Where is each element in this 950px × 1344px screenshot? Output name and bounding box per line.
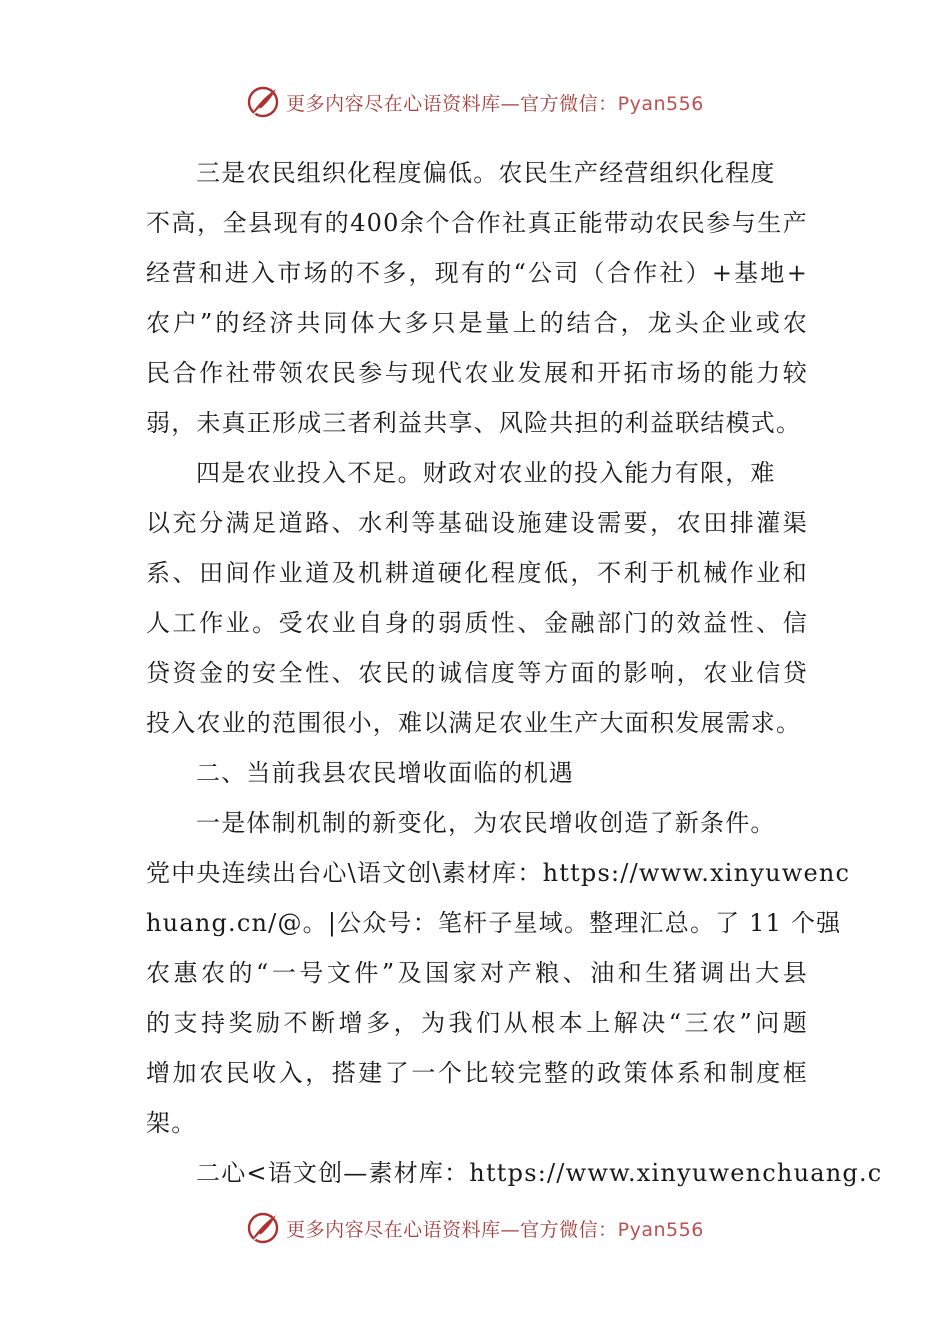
body-line: 架。 [146, 1109, 197, 1137]
document-body [146, 148, 883, 1198]
body-line: 增加农民收入，搭建了一个比较完整的政策体系和制度框 [146, 1059, 808, 1087]
body-line: 一是体制机制的新变化，为农民增收创造了新条件。 [196, 809, 776, 837]
body-line: 人工作业。受农业自身的弱质性、金融部门的效益性、信 [146, 609, 808, 637]
body-line: 党中央连续出台心\语文创\素材库：https://www.xinyuwenc [146, 859, 851, 887]
banner-cn-text: 更多内容尽在心语资料库—官方微信： [286, 92, 618, 115]
section-heading: 二、当前我县农民增收面临的机遇 [196, 759, 574, 787]
quill-pen-logo-icon [246, 85, 280, 119]
body-line: 农惠农的“一号文件”及国家对产粮、油和生猪调出大县 [146, 959, 808, 987]
banner-wechat-id: Pyan556 [617, 1218, 704, 1241]
body-line: 投入农业的范围很小，难以满足农业生产大面积发展需求。 [146, 709, 802, 737]
header-watermark-banner [0, 82, 950, 122]
body-line: 不高，全县现有的400余个合作社真正能带动农民参与生产 [146, 209, 808, 237]
body-line: 系、田间作业道及机耕道硬化程度低，不利于机械作业和 [146, 559, 808, 587]
body-line: 贷资金的安全性、农民的诚信度等方面的影响，农业信贷 [146, 659, 808, 687]
footer-watermark-banner [0, 1208, 950, 1248]
banner-wechat-id: Pyan556 [617, 92, 704, 115]
banner-cn-text: 更多内容尽在心语资料库—官方微信： [286, 1218, 618, 1241]
body-line: 的支持奖励不断增多，为我们从根本上解决“三农”问题 [146, 1009, 808, 1037]
body-line: huang.cn/@。|公众号：笔杆子星域。整理汇总。了 11 个强 [146, 909, 842, 937]
body-line: 三是农民组织化程度偏低。农民生产经营组织化程度 [196, 159, 776, 187]
body-line: 四是农业投入不足。财政对农业的投入能力有限，难 [196, 459, 776, 487]
body-line: 二心<语文创—素材库：https://www.xinyuwenchuang.c [196, 1159, 883, 1187]
body-line: 经营和进入市场的不多，现有的“公司（合作社）+基地+ [146, 259, 808, 287]
body-line: 农户”的经济共同体大多只是量上的结合，龙头企业或农 [146, 309, 808, 337]
quill-pen-logo-icon [246, 1211, 280, 1245]
body-line: 以充分满足道路、水利等基础设施建设需要，农田排灌渠 [146, 509, 808, 537]
body-line: 弱，未真正形成三者利益共享、风险共担的利益联结模式。 [146, 409, 802, 437]
banner-text [286, 89, 704, 116]
body-line: 民合作社带领农民参与现代农业发展和开拓市场的能力较 [146, 359, 808, 387]
banner-text [286, 1215, 704, 1242]
